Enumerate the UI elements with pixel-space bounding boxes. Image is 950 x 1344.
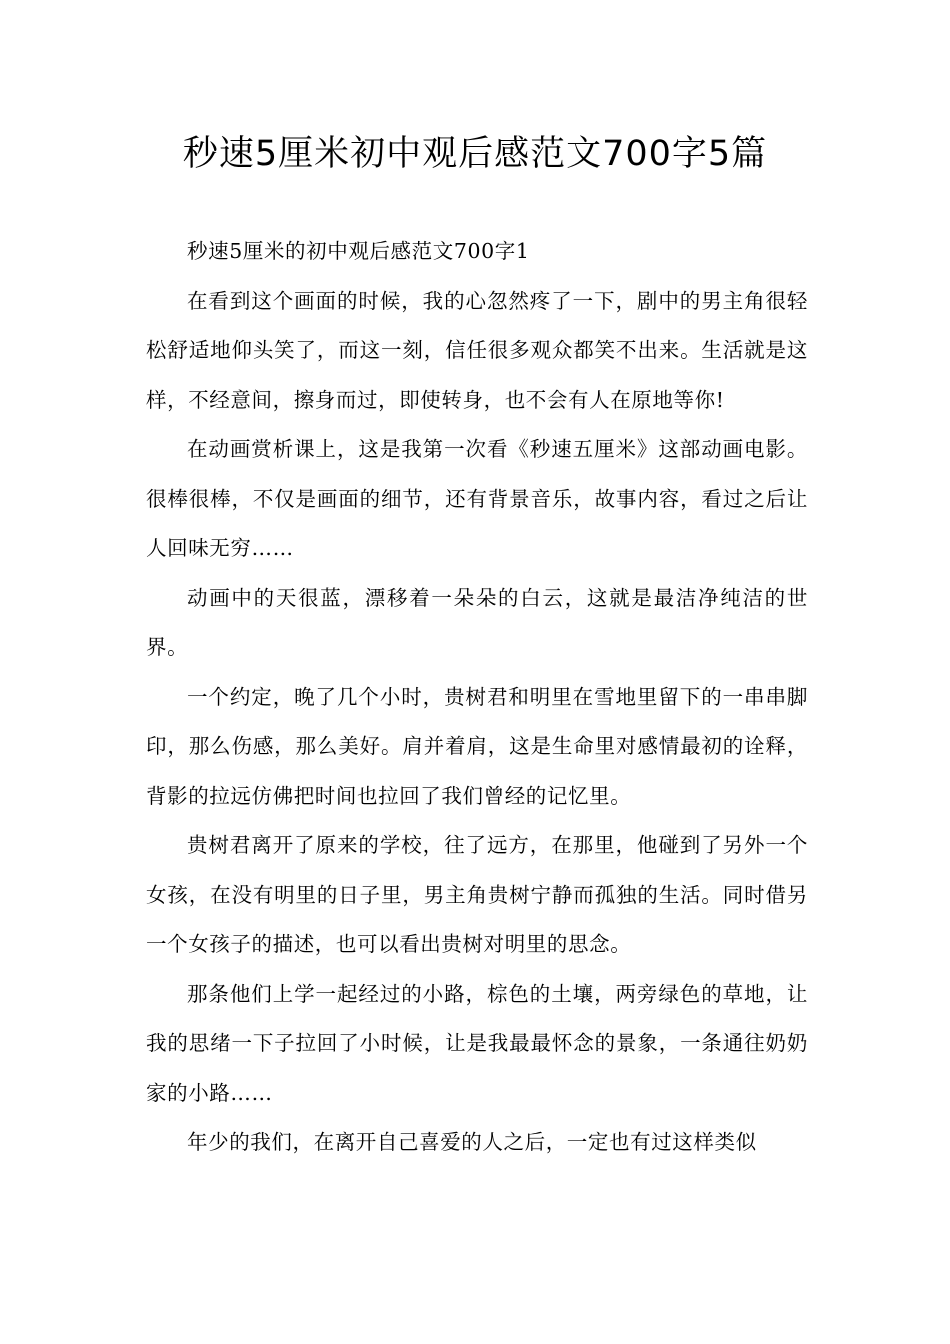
paragraph: 贵树君离开了原来的学校，往了远方，在那里，他碰到了另外一个女孩，在没有明里的日子里，男主角贵树宁静而孤独的生活。同时借另一个女孩子的描述，也可以看出贵树对明里的思念。 (146, 833, 808, 956)
paragraph: 动画中的天很蓝，漂移着一朵朵的白云，这就是最洁净纯洁的世界。 (146, 585, 808, 659)
paragraph: 那条他们上学一起经过的小路，棕色的土壤，两旁绿色的草地，让我的思绪一下子拉回了小时候，让是我最最怀念的景象，一条通往奶奶家的小路…… (146, 981, 808, 1105)
document-body (146, 227, 808, 1168)
paragraph: 一个约定，晚了几个小时，贵树君和明里在雪地里留下的一串串脚印，那么伤感，那么美好。肩并着肩，这是生命里对感情最初的诠释，背影的拉远仿佛把时间也拉回了我们曾经的记忆里。 (146, 684, 808, 808)
document-title: 秒速5厘米初中观后感范文700字5篇 (182, 134, 768, 174)
section-heading: 秒速5厘米的初中观后感范文700字1 (187, 239, 530, 263)
paragraph: 在看到这个画面的时候，我的心忽然疼了一下，剧中的男主角很轻松舒适地仰头笑了，而这一刻，信任很多观众都笑不出来。生活就是这样，不经意间，擦身而过，即使转身，也不会有人在原地等你! (146, 288, 808, 412)
paragraph: 在动画赏析课上，这是我第一次看《秒速五厘米》这部动画电影。很棒很棒，不仅是画面的细节，还有背景音乐，故事内容，看过之后让人回味无穷…… (146, 437, 808, 560)
paragraph: 年少的我们，在离开自己喜爱的人之后，一定也有过这样类似 (187, 1130, 757, 1154)
